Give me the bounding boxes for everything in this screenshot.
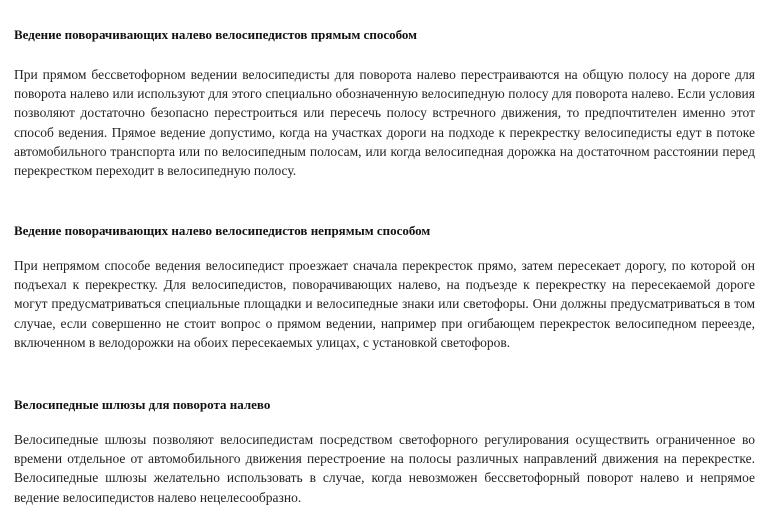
section-heading-indirect-left-turn: Ведение поворачивающих налево велосипедистов непрямым способом (14, 223, 431, 238)
section-paragraph-direct-left-turn: При прямом бессветофорном ведении велосипедисты для поворота налево перестраиваются на общую полосу на дороге для поворота налево или используют для этого специально обозначенную велосипедную полосу для поворота налево. Если условия позволяют достаточно безопасно перестроиться или пересечь полосу встречного движения, то предпочтителен именно этот способ ведения. Прямое ведение допустимо, когда на участках дороги на подходе к перекрестку велосипедисты едут в потоке автомобильного транспорта или по велосипедным полосам, или когда велосипедная дорожка на достаточном расстоянии перед перекрестком переходит в велосипедную полосу. (14, 67, 755, 179)
section-heading-direct-left-turn: Ведение поворачивающих налево велосипедистов прямым способом (14, 27, 418, 42)
section-heading-bicycle-locks: Велосипедные шлюзы для поворота налево (14, 397, 271, 412)
section-paragraph-bicycle-locks: Велосипедные шлюзы позволяют велосипедистам посредством светофорного регулирования осуществить ограниченное во времени отдельное от автомобильного движения перестроение на полосы различных направлений движения на перекрестке. Велосипедные шлюзы желательно использовать в случае, когда невозможен бессветофорный поворот налево и непрямое ведение велосипедистов налево нецелесообразно. (14, 432, 755, 505)
section-paragraph-indirect-left-turn: При непрямом способе ведения велосипедист проезжает сначала перекресток прямо, затем пересекает дорогу, по которой он подъехал к перекрестку. Для велосипедистов, поворачивающих налево, на подъезде к перекрестку на пересекаемой дороге могут предусматриваться специальные площадки и велосипедные знаки или светофоры. Они должны предусматриваться в том случае, если совершенно не стоит вопрос о прямом ведении, например при огибающем перекресток велосипедном переезде, включенном в велодорожки на обоих пересекаемых улицах, с установкой светофоров. (14, 258, 755, 350)
